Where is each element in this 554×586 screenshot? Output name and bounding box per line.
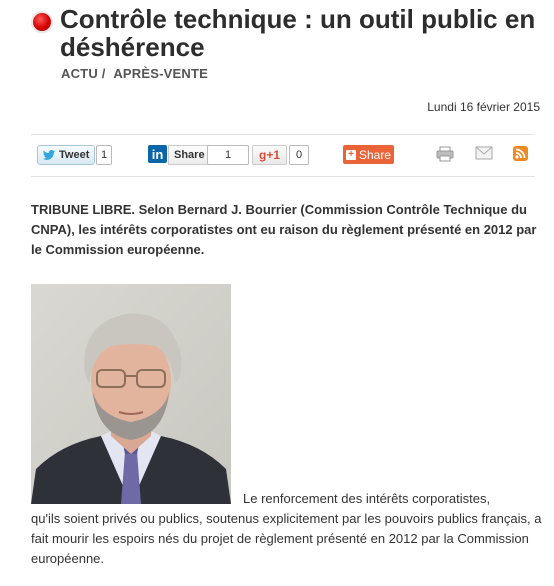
- divider-bottom: [31, 176, 535, 177]
- linkedin-icon[interactable]: in: [148, 145, 167, 163]
- tweet-label: Tweet: [59, 149, 90, 161]
- envelope-icon[interactable]: [475, 146, 493, 160]
- tweet-count: 1: [96, 145, 112, 165]
- divider-top: [31, 134, 535, 135]
- tweet-button[interactable]: [37, 145, 95, 165]
- share-label: Share: [358, 147, 392, 162]
- printer-icon[interactable]: [436, 146, 454, 162]
- linkedin-share-button[interactable]: Share: [168, 145, 211, 165]
- article-lead: TRIBUNE LIBRE. Selon Bernard J. Bourrier (Commission Contrôle Technique du CNPA), les intérêts corporatistes ont eu raison du règlement présenté en 2012 par le Commission européenne.: [31, 202, 537, 257]
- author-photo: [31, 284, 231, 504]
- gplus-count: 0: [289, 145, 309, 165]
- rss-icon[interactable]: [513, 146, 528, 161]
- article-body: qu'ils soient privés ou publics, soutenus explicitement par les pouvoirs publics français, a fait mourir les espoirs nés du projet de règlement présenté en 2012 par la Commission européenne.: [31, 511, 542, 566]
- breadcrumb-category[interactable]: APRÈS-VENTE: [113, 66, 209, 81]
- plus-icon: +: [346, 150, 356, 160]
- gplus-button[interactable]: g+1: [252, 145, 287, 165]
- article-title: Contrôle technique : un outil public en déshérence: [60, 4, 536, 62]
- article-date: Lundi 16 février 2015: [427, 100, 540, 114]
- twitter-bird-icon: [42, 150, 56, 160]
- red-dot-icon: [33, 13, 51, 31]
- breadcrumb: [61, 66, 208, 81]
- share-button[interactable]: [343, 145, 394, 164]
- article-body-first-line: Le renforcement des intérêts corporatistes,: [243, 491, 491, 506]
- breadcrumb-section[interactable]: ACTU /: [61, 66, 106, 81]
- linkedin-count: 1: [207, 145, 249, 165]
